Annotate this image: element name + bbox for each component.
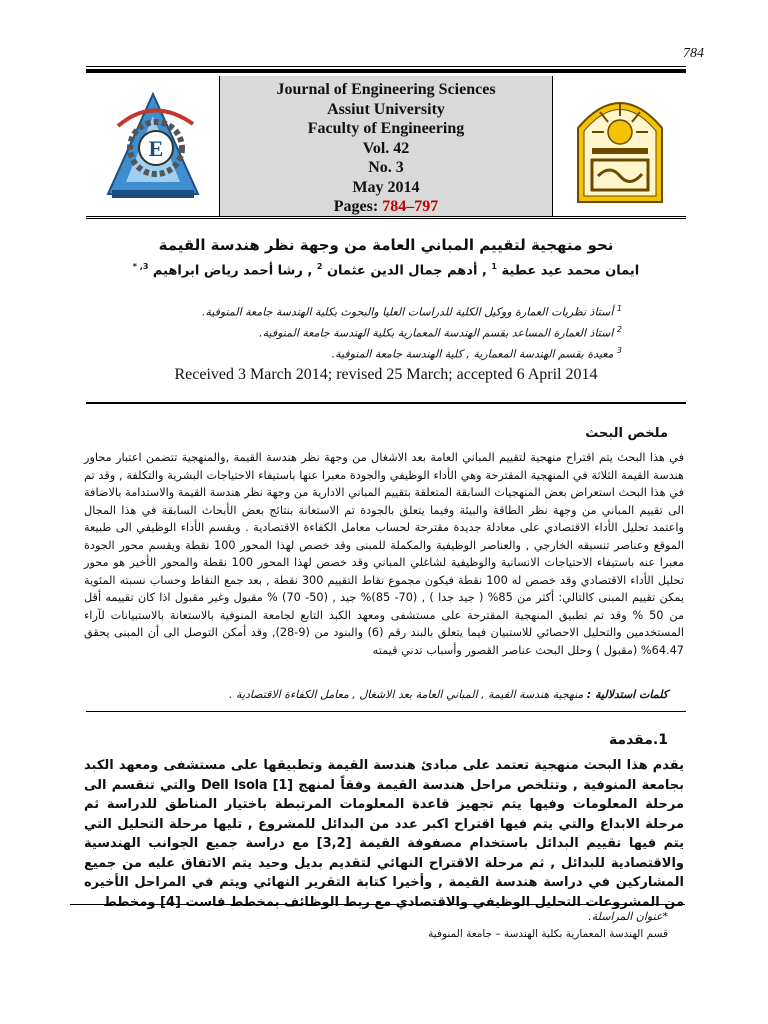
affiliation-3: [102, 342, 622, 363]
authors-line: ايمان محمد عيد عطية $^1$ , أدهم جمال الدين عثمان $^2$ , رشا أحمد رياض ابراهيم $^{3, *}$: [132, 262, 640, 279]
affiliation-1-text: أستاذ نظريات العمارة ووكيل الكلية للدراسات العليا والبحوث بكلية الهندسة جامعة المنوفية.: [201, 305, 614, 319]
journal-pages: [220, 197, 552, 217]
assiut-university-seal-icon: [570, 84, 670, 208]
journal-university: Assiut University: [327, 100, 445, 118]
header-rule-thin: [86, 66, 686, 67]
keywords-label: كلمات استدلالية :: [586, 688, 668, 701]
abstract-heading: ملخص البحث: [585, 426, 668, 441]
affiliation-2-sup: 2: [616, 325, 622, 335]
affiliation-1: [102, 300, 622, 321]
page-number: 784: [683, 46, 704, 61]
journal-number: No. 3: [368, 159, 404, 176]
author-2: أدهم جمال الدين عثمان: [326, 263, 478, 279]
intro-heading: 1.مقدمة: [608, 732, 668, 748]
footnote-correspondence: *عنوان المراسلة.: [588, 910, 668, 923]
journal-faculty: Faculty of Engineering: [307, 120, 465, 137]
author-1-sup: 1: [491, 262, 497, 271]
affiliations: [102, 300, 622, 363]
journal-masthead: [86, 76, 686, 219]
abstract-body: في هذا البحث يتم اقتراح منهجية لتقييم المباني العامة بعد الاشغال من وجهة نظر هندسة القيمة ,والمنهجية تتضمن اعتبار محاور هندسة القيمة الثلاثة في المنهجية المقترحة وهي الأداء الوظيفي والجودة معبرا عنها باستيفاء الاحتياجات البشرية والتكلفة , وقد تم في هذا البحث استعراض بعض المنهجيات السابقة المتعلقة بتقييم المباني الادارية من وجهة نظر هندسة القيمة والاستدامة بالاضافة الى تقييم المباني من وجهة نظر الطاقة والبيئة وفيما يتعلق بالجودة تم الاستعانة بنتائج بعض الأبحاث السابقة في هذا المجال واعتمد تحليل الأداء الاقتصادي على معادلة جديدة مقترحة لحساب معامل الكفاءة الاقتصادية . ويقسم الأداء الوظيفي الى طبيعة الموقع وعناصر تنسيقه الخارجي , والعناصر الوظيفية والمكملة للمبنى وقد خصص لهذا المحور 100 نقطة ويقسم محور الجودة معبرا عنه باستيفاء الاحتياجات الانسانية والوظيفية لشاغلي المباني وقد خصص لهذا المحور 100 نقطة والمحور الأخير هو محور تحليل الأداء الاقتصادي وقد خصص له 100 نقطة فيكون مجموع نقاط التقييم 300 نقطة , بعد جمع النقاط وحساب نسبته المئوية يمكن تقييم المبنى كالتالي: أكثر من 85% ( جيد جدا ) , (70- 85)% جيد , (50- 70) % مقبول وغير مقبول اذا كان تقييمه أقل من 50 % وقد تم تطبيق المنهجية المقترحة على مستشفى ومعهد الكبد التابع لجامعة المنوفية بالاستعانة بالاستبيانات لآراء المستخدمين والتحليل الاحصائي للاستبيان فيما يتعلق بالبند رقم (6) والبنود من (9-28), وقد أمكن التوصل الى أن المبنى يحقق 64.47% (مقبول ) وحلل البحث عناصر القصور وأسباب تدني قيمته: [84, 451, 685, 657]
paper-title: نحو منهجية لتقييم المباني العامة من وجهة نظر هندسة القيمة: [158, 236, 614, 254]
affiliation-3-sup: 3: [616, 346, 622, 356]
author-1: ايمان محمد عيد عطية: [501, 263, 640, 279]
logo-letter: E: [148, 136, 163, 161]
author-3-sup: 3, *: [132, 262, 149, 271]
footnote-rule: [70, 904, 685, 905]
affiliation-1-sup: 1: [616, 304, 622, 313]
pages-range: 784–797: [382, 198, 439, 215]
right-logo-cell: [553, 76, 686, 216]
author-3: رشا أحمد رياض ابراهيم: [152, 263, 303, 279]
abstract-top-rule: [86, 402, 686, 404]
journal-volume: Vol. 42: [362, 139, 410, 157]
left-logo-cell: [86, 76, 219, 216]
keywords-text: منهجية هندسة القيمة , المباني العامة بعد الاشغال , معامل الكفاءة الاقتصادية .: [229, 688, 584, 701]
affiliation-3-text: معيدة بقسم الهندسة المعمارية , كلية الهندسة جامعة المنوفية.: [331, 347, 614, 361]
journal-title-block: [219, 76, 553, 216]
keywords-rule: [86, 711, 686, 712]
journal-name: Journal of Engineering Sciences: [276, 81, 496, 98]
affiliation-2: [102, 321, 622, 342]
header-rule-thick: [86, 69, 686, 73]
keywords-line: [88, 688, 668, 701]
affiliation-2-text: استاذ العمارة المساعد بقسم الهندسة المعمارية بكلية الهندسة جامعة المنوفية.: [259, 326, 614, 340]
faculty-engineering-logo-icon: [98, 86, 208, 206]
received-dates: Received 3 March 2014; revised 25 March; accepted 6 April 2014: [174, 366, 598, 383]
pages-label: Pages:: [333, 198, 379, 215]
footnote-address: قسم الهندسة المعمارية بكلية الهندسة – جامعة المنوفية: [428, 928, 668, 940]
journal-date: May 2014: [352, 178, 420, 196]
intro-body: يقدم هذا البحث منهجية تعتمد على مبادئ هندسة القيمة وتطبيقها على مستشفى ومعهد الكبد بجامعة المنوفية , وتتلخص مراحل هندسة القيمة وفقاً لمنهج Dell Isola [1] والتي تنقسم الى مرحلة المعلومات وفيها يتم تجهيز قاعدة المعلومات المرتبطة باختيار المناطق للدراسة ثم مرحلة الابداع والتي يتم فيها اقتراح اكبر عدد من البدائل للمشروع , تليها مرحلة التحليل التي يتم فيها تقييم البدائل باستخدام مصفوفة القيمة [3,2] مع دراسة جميع الجوانب الهندسية والاقتصادية للبدائل , ثم مرحلة الاقتراح النهائي لتقديم بديل وحيد يتم الاتفاق عليه من جميع المشاركين في دراسة هندسة القيمة , وأخيرا كتابة التقرير النهائي ويتم في المراحل الأخيره من المشروعات التحليل الوظيفي والاقتصادي مع ربط الوظائف بمخطط فاست [4] ومخطط: [84, 758, 685, 910]
author-2-sup: 2: [316, 262, 323, 271]
